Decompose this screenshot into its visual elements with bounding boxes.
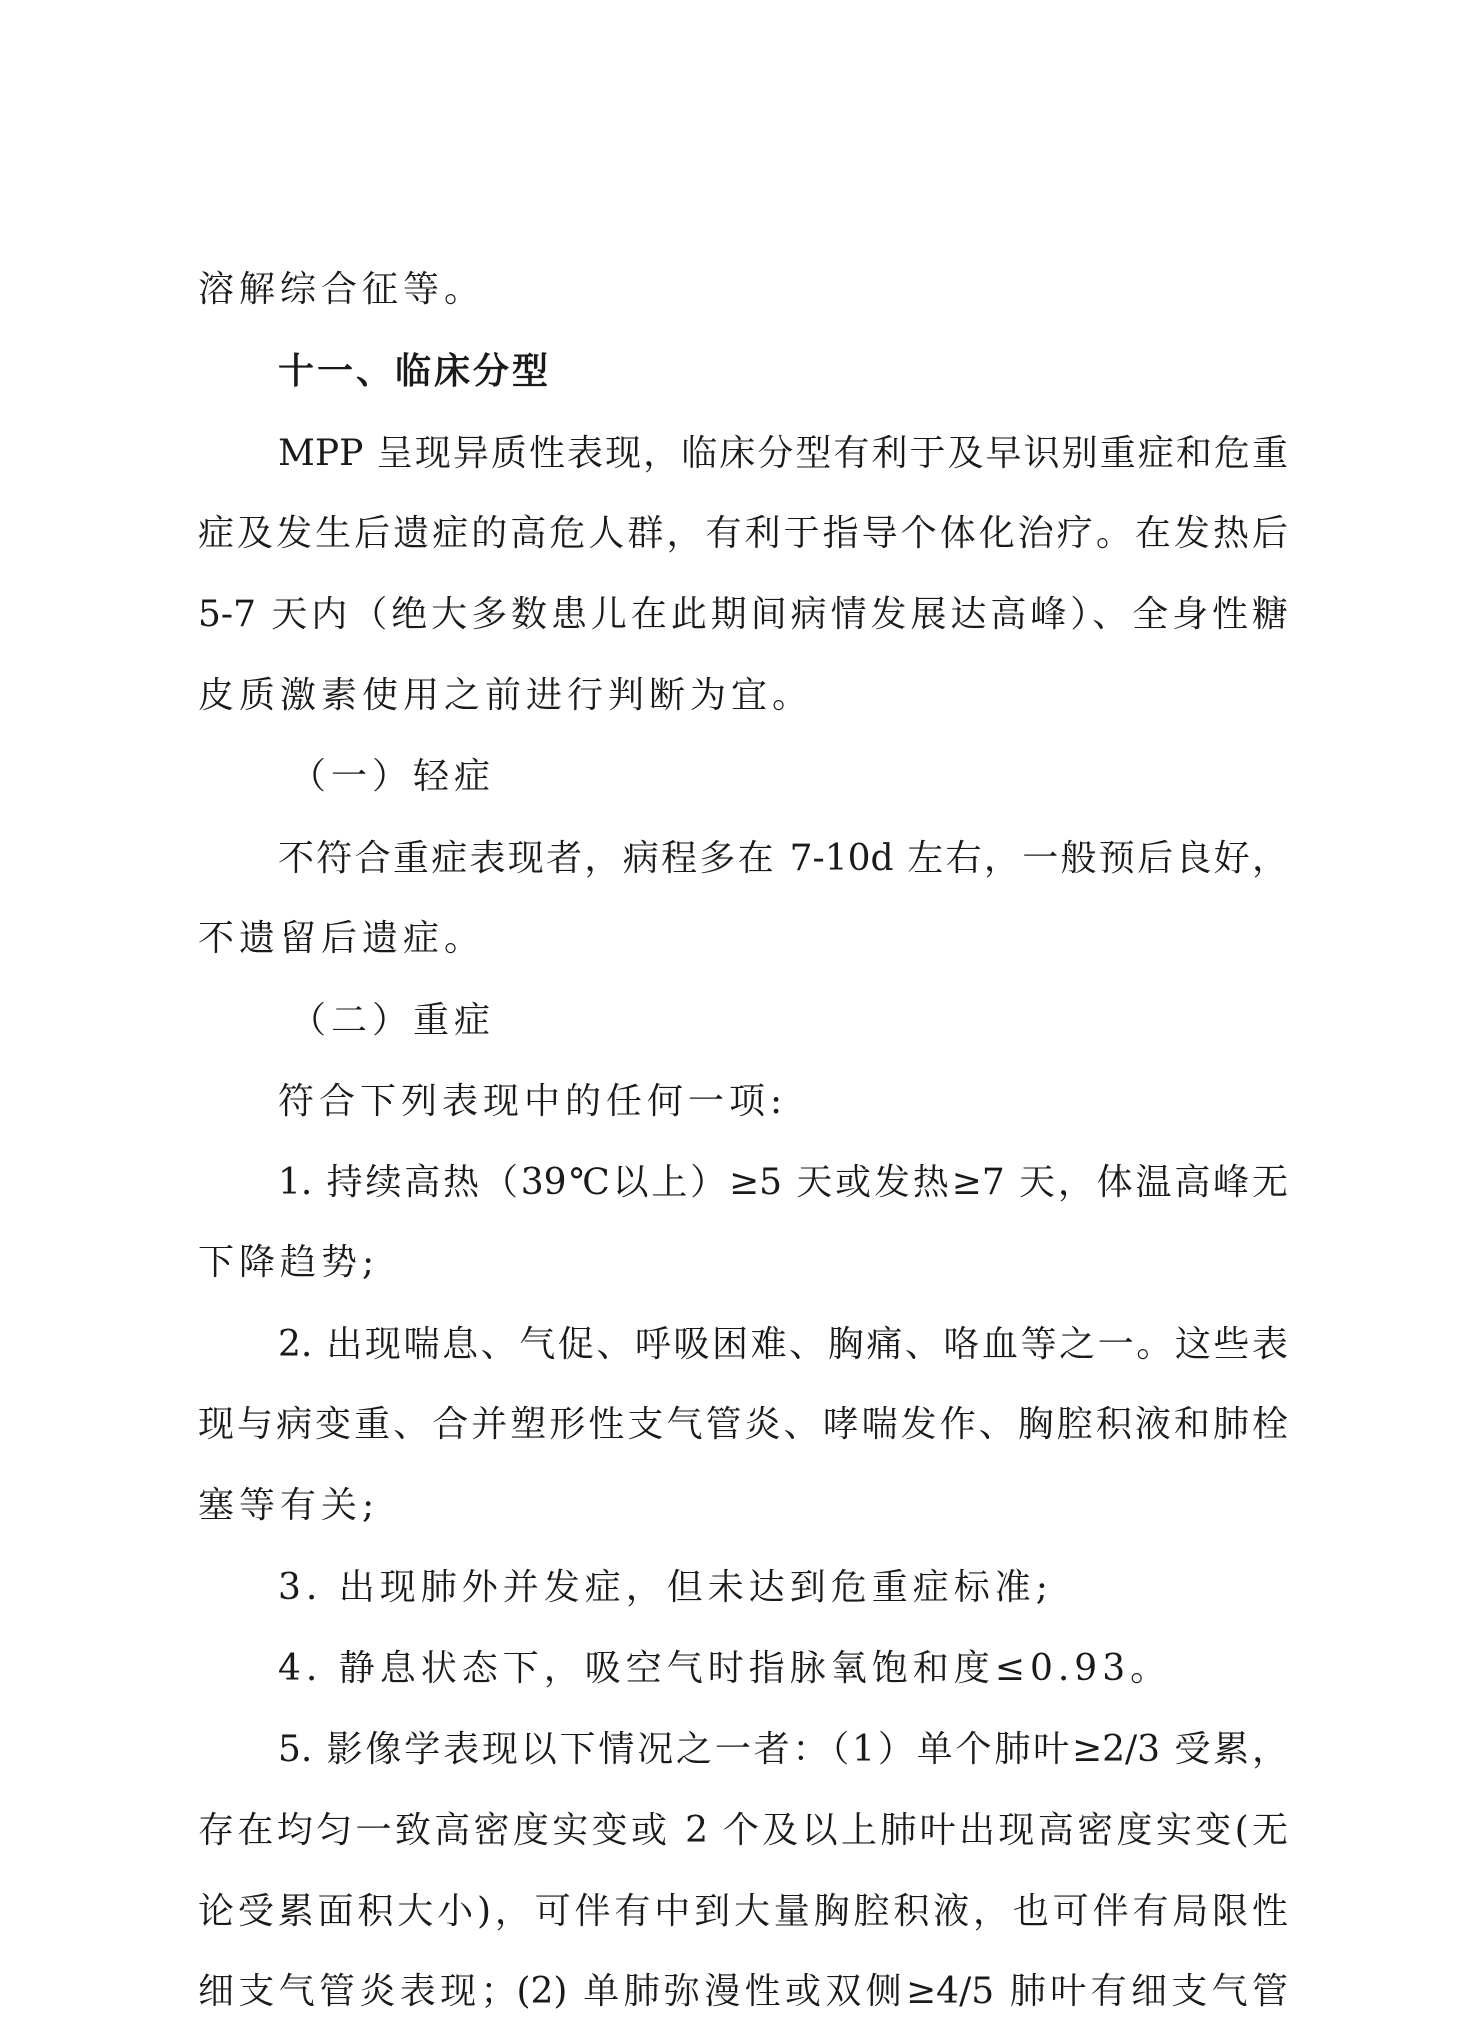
paragraph-line: 符合下列表现中的任何一项: bbox=[278, 1081, 788, 1122]
list-item-2-line: 现与病变重、合并塑形性支气管炎、哮喘发作、胸腔积液和肺栓 bbox=[198, 1404, 1288, 1445]
list-item-3-line: 3. 出现肺外并发症，但未达到危重症标准; bbox=[278, 1567, 1053, 1608]
paragraph-line: 症及发生后遗症的高危人群，有利于指导个体化治疗。在发热后 bbox=[198, 513, 1288, 554]
list-item-1-line: 下降趋势; bbox=[198, 1242, 380, 1283]
paragraph-line: 皮质激素使用之前进行判断为宜。 bbox=[198, 675, 814, 716]
list-item-5-line: 5. 影像学表现以下情况之一者：（1）单个肺叶≥2/3 受累， bbox=[278, 1729, 1288, 1770]
text-line-continuation: 溶解综合征等。 bbox=[198, 269, 486, 310]
list-item-5-line: 存在均匀一致高密度实变或 2 个及以上肺叶出现高密度实变(无 bbox=[198, 1810, 1288, 1851]
list-item-2-line: 2. 出现喘息、气促、呼吸困难、胸痛、咯血等之一。这些表 bbox=[278, 1324, 1288, 1365]
list-item-1-line: 1. 持续高热（39℃以上）≥5 天或发热≥7 天，体温高峰无 bbox=[278, 1162, 1288, 1203]
list-item-5-line: 细支气管炎表现；(2) 单肺弥漫性或双侧≥4/5 肺叶有细支气管 bbox=[198, 1971, 1288, 2012]
paragraph-line: MPP 呈现异质性表现，临床分型有利于及早识别重症和危重 bbox=[278, 433, 1288, 474]
list-item-5-line: 论受累面积大小)，可伴有中到大量胸腔积液，也可伴有局限性 bbox=[198, 1891, 1288, 1932]
paragraph-line: 不遗留后遗症。 bbox=[198, 918, 486, 959]
section-heading-clinical-classification: 十一、临床分型 bbox=[278, 351, 552, 392]
list-item-4-line: 4. 静息状态下，吸空气时指脉氧饱和度≤0.93。 bbox=[278, 1648, 1172, 1689]
subheading-mild: （一）轻症 bbox=[290, 756, 496, 797]
paragraph-line: 不符合重症表现者，病程多在 7-10d 左右，一般预后良好， bbox=[278, 838, 1288, 879]
paragraph-line: 5-7 天内（绝大多数患儿在此期间病情发展达高峰）、全身性糖 bbox=[198, 594, 1288, 635]
list-item-2-line: 塞等有关; bbox=[198, 1485, 380, 1526]
subheading-severe: （二）重症 bbox=[290, 1000, 496, 1041]
